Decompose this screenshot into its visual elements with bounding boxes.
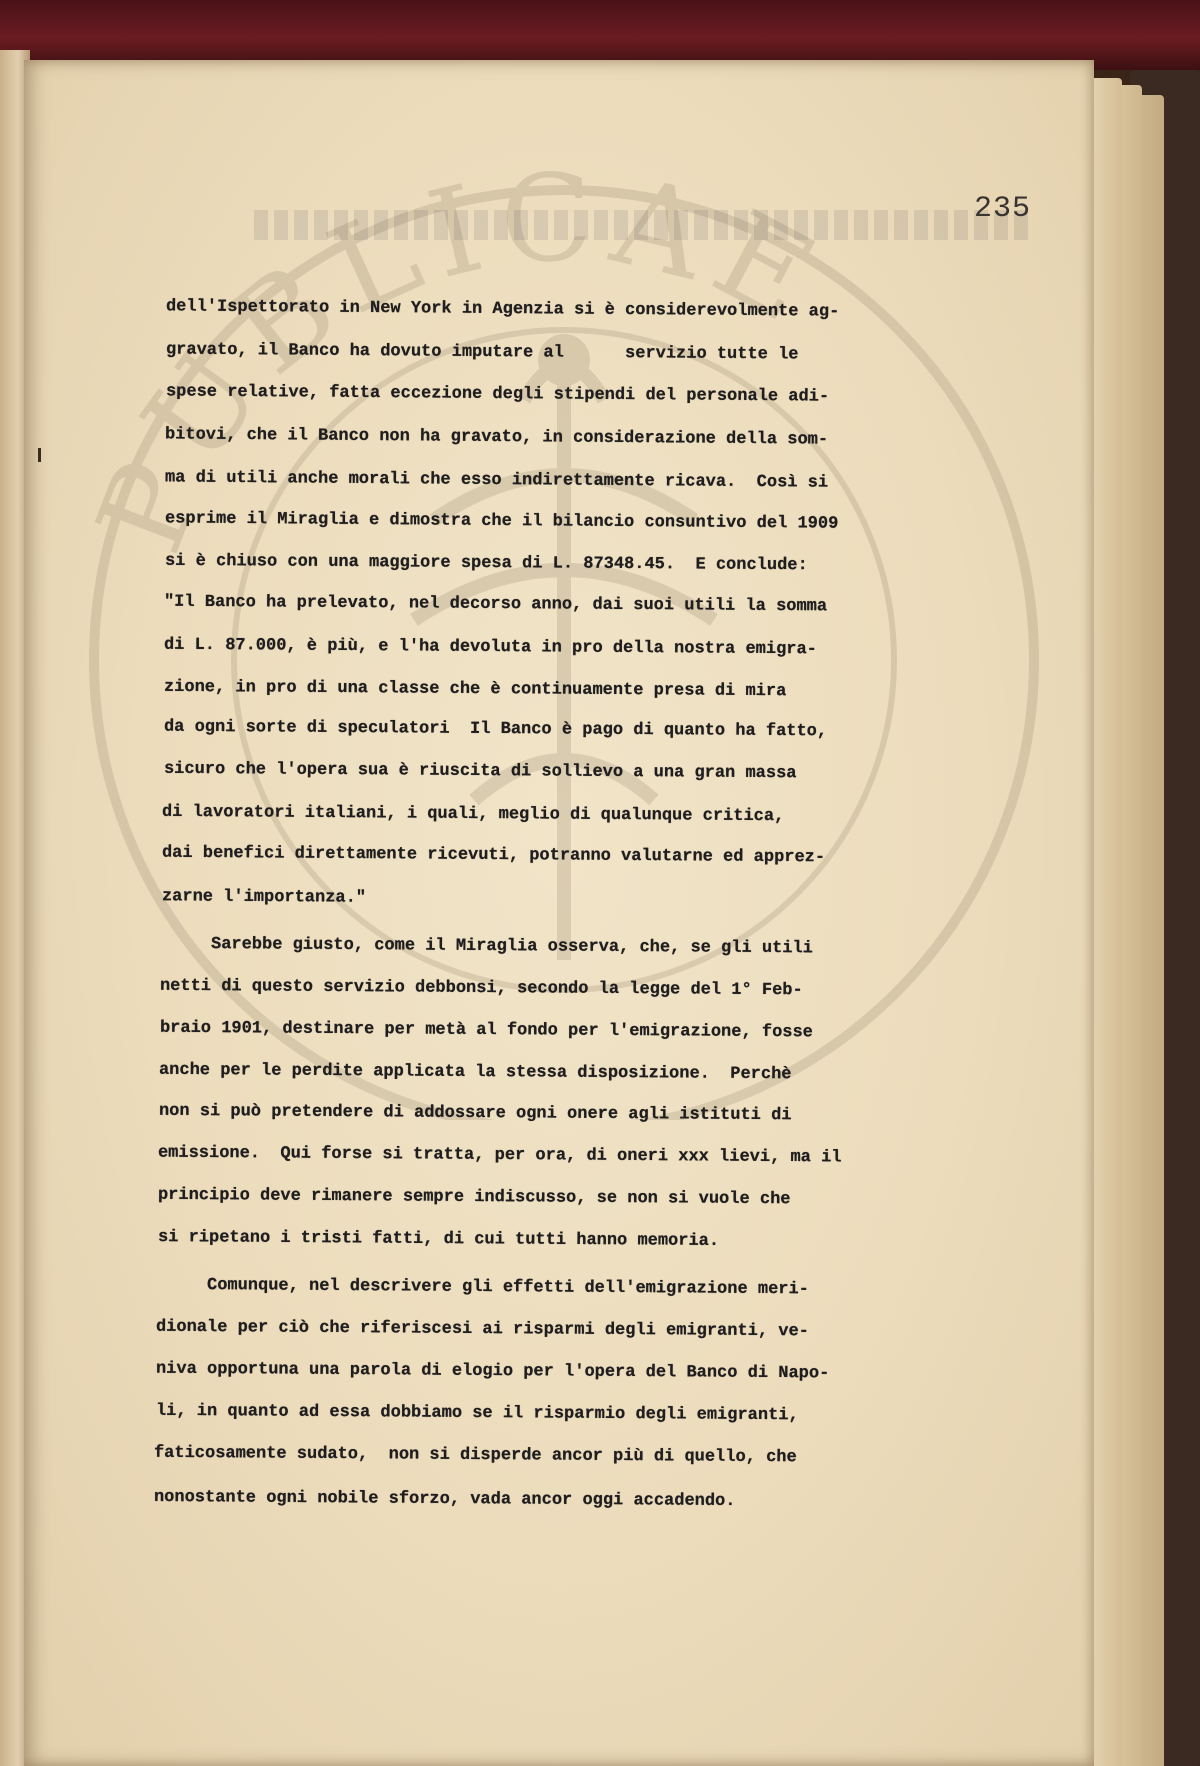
text-line: faticosamente sudato, non si disperde ancor più di quello, che [153, 1443, 797, 1468]
text-line: Comunque, nel descrivere gli effetti dell'emigrazione meri- [155, 1275, 809, 1300]
text-line: spese relative, fatta eccezione degli stipendi del personale adi- [165, 382, 830, 407]
text-line: dell'Ispettorato in New York in Agenzia si è considerevolmente ag- [165, 297, 840, 322]
text-line: ma di utili anche morali che esso indirettamente ricava. Così si [164, 468, 829, 493]
text-line: principio deve rimanere sempre indiscusso, se non si vuole che [157, 1185, 791, 1210]
text-line: anche per le perdite applicata la stessa disposizione. Perchè [158, 1060, 792, 1085]
text-line: sicuro che l'opera sua è riuscita di sollievo a una gran massa [163, 759, 797, 784]
text-line: bitovi, che il Banco non ha gravato, in considerazione della som- [164, 425, 829, 450]
document-page [24, 60, 1094, 1766]
watermark-seal-text: PUBLICAE [71, 148, 848, 571]
text-line: li, in quanto ad essa dobbiamo se il risparmio degli emigranti, [155, 1401, 799, 1426]
text-line: da ogni sorte di speculatori Il Banco è pago di quanto ha fatto, [163, 717, 828, 742]
text-line: Sarebbe giusto, come il Miraglia osserva, che, se gli utili [159, 934, 813, 959]
text-line: non si può pretendere di addossare ogni onere agli istituti di [158, 1101, 792, 1126]
page-number: 235 [974, 192, 1032, 226]
text-line: di L. 87.000, è più, e l'ha devoluta in pro della nostra emigra- [163, 635, 817, 660]
text-line: braio 1901, destinare per metà al fondo per l'emigrazione, fosse [159, 1018, 813, 1043]
text-line: gravato, il Banco ha dovuto imputare al servizio tutte le [165, 340, 799, 365]
text-line: zarne l'importanza." [161, 887, 367, 908]
text-line: niva opportuna una parola di elogio per l'opera del Banco di Napo- [155, 1359, 830, 1384]
text-line: di lavoratori italiani, i quali, meglio di qualunque critica, [161, 802, 785, 827]
typed-body-text [24, 60, 1094, 1766]
text-line: netti di questo servizio debbonsi, secondo la legge del 1° Feb- [159, 976, 803, 1001]
text-line: si ripetano i tristi fatti, di cui tutti hanno memoria. [157, 1228, 720, 1251]
text-line: dionale per ciò che riferiscesi ai risparmi degli emigranti, ve- [155, 1317, 809, 1342]
text-line: si è chiuso con una maggiore spesa di L. 87348.45. E conclude: [164, 551, 808, 576]
text-line: esprime il Miraglia e dimostra che il bilancio consuntivo del 1909 [164, 509, 839, 534]
text-line: nonostante ogni nobile sforzo, vada ancor oggi accadendo. [153, 1487, 736, 1512]
text-line: emissione. Qui forse si tratta, per ora, di oneri xxx lievi, ma il [157, 1143, 842, 1168]
text-line: "Il Banco ha prelevato, nel decorso anno, dai suoi utili la somma [163, 592, 828, 617]
text-line: dai benefici direttamente ricevuti, potranno valutarne ed apprez- [161, 843, 826, 868]
text-line: zione, in pro di una classe che è continuamente presa di mira [163, 677, 787, 702]
